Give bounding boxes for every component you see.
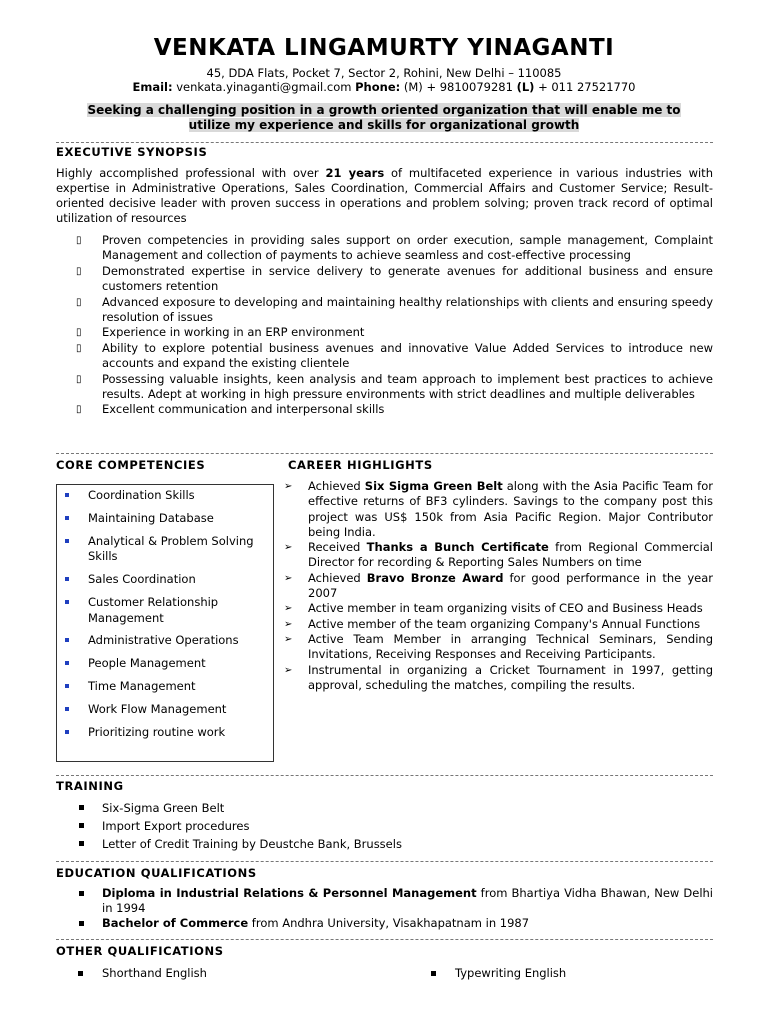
degree-name: Diploma in Industrial Relations & Personnel Management bbox=[102, 886, 477, 900]
competency-text: Maintaining Database bbox=[88, 510, 214, 525]
bullet-icon: ▯ bbox=[76, 404, 82, 416]
square-bullet-icon bbox=[431, 971, 436, 976]
square-bullet-icon bbox=[65, 707, 69, 711]
square-bullet-icon bbox=[65, 730, 69, 734]
competency-text: Time Management bbox=[88, 679, 196, 694]
training-item bbox=[56, 817, 402, 835]
square-bullet-icon bbox=[79, 841, 84, 846]
career-highlights-list bbox=[284, 479, 713, 693]
arrow-bullet-icon: ➢ bbox=[284, 603, 293, 615]
training-text: Letter of Credit Training by Deustche Bank, Brussels bbox=[102, 837, 402, 851]
highlight-text: Received bbox=[308, 540, 367, 555]
highlight-text-end: along with the Asia Pacific Team for effective returns of BF3 cylinders. Savings to the company post this project was US$ 150k from Asia Pacific Region. Major Contributor being India. bbox=[308, 479, 713, 539]
synopsis-bullet-item bbox=[56, 295, 713, 326]
other-qualification-item bbox=[102, 966, 207, 980]
competency-item bbox=[60, 679, 270, 695]
highlight-text: Active member in team organizing visits of CEO and Business Heads bbox=[308, 601, 703, 616]
bullet-icon: ▯ bbox=[76, 235, 82, 246]
synopsis-bullet-item bbox=[56, 372, 713, 403]
square-bullet-icon bbox=[65, 577, 69, 581]
training-item bbox=[56, 835, 402, 853]
education-item bbox=[56, 886, 713, 916]
square-bullet-icon bbox=[65, 516, 69, 520]
square-bullet-icon bbox=[65, 539, 69, 543]
arrow-bullet-icon: ➢ bbox=[284, 481, 293, 492]
competency-text: Sales Coordination bbox=[88, 572, 196, 587]
competency-text: People Management bbox=[88, 656, 206, 671]
synopsis-bullet-text: Advanced exposure to developing and maintaining healthy relationships with clients and ensuring speedy resolution of issues bbox=[102, 294, 713, 325]
competency-item bbox=[60, 595, 270, 626]
bullet-icon: ▯ bbox=[76, 342, 82, 354]
contact-line bbox=[0, 80, 768, 94]
bullet-icon: ▯ bbox=[76, 265, 82, 277]
candidate-name: VENKATA LINGAMURTY YINAGANTI bbox=[153, 35, 615, 61]
email-label: Email: bbox=[132, 80, 173, 94]
divider bbox=[56, 939, 713, 940]
synopsis-bullet-text: Possessing valuable insights, keen analysis and team approach to implement best practices to achieve results. Adept at working in high pressure environments with strict deadlines and multiple deliverables bbox=[102, 371, 713, 402]
institution-text: from Andhra University, Visakhapatnam in 1987 bbox=[248, 916, 530, 930]
synopsis-bullet-text: Demonstrated expertise in service delivery to generate avenues for additional business and ensure customers retention bbox=[102, 263, 713, 294]
career-highlight-item bbox=[284, 571, 713, 602]
synopsis-bullet-item bbox=[56, 402, 713, 417]
highlight-text: Active Team Member in arranging Technical Seminars, Sending Invitations, Receiving Responses and Receiving Participants. bbox=[308, 631, 713, 662]
highlight-text-end: for good performance in the year 2007 bbox=[308, 570, 713, 601]
divider bbox=[56, 142, 713, 143]
competency-text: Work Flow Management bbox=[88, 702, 227, 717]
competency-item bbox=[60, 511, 270, 527]
career-highlight-item bbox=[284, 632, 713, 663]
competency-text: Analytical & Problem Solving Skills bbox=[88, 533, 254, 564]
education-list bbox=[56, 886, 713, 931]
synopsis-intro-end: of multifaceted experience in various industries with expertise in Administrative Operations, Sales Coordination, Commercial Affairs and Customer Service; Result-oriented decisive leader with proven success in operations and problem solving; proven track record of optimal utilization of resources bbox=[56, 166, 713, 225]
synopsis-bullet-text: Experience in working in an ERP environment bbox=[102, 325, 365, 340]
highlight-text: Achieved bbox=[308, 570, 367, 585]
synopsis-bullet-item bbox=[56, 325, 713, 340]
highlight-text-end: from Regional Commercial Director for recording & Reporting Sales Numbers on time bbox=[308, 540, 713, 570]
competency-item bbox=[60, 633, 270, 649]
degree-name: Bachelor of Commerce bbox=[102, 916, 249, 930]
other-qualification-item bbox=[455, 966, 566, 980]
competency-item bbox=[60, 534, 270, 565]
competencies-list bbox=[60, 488, 270, 748]
bullet-icon: ▯ bbox=[76, 373, 82, 385]
objective-text: Seeking a challenging position in a growth oriented organization that will enable me to utilize my experience and skills for organizational growth bbox=[87, 103, 681, 132]
landline-number: + 011 27521770 bbox=[538, 80, 636, 94]
highlight-bold: Thanks a Bunch Certificate bbox=[366, 540, 549, 555]
synopsis-bullet-text: Ability to explore potential business avenues and innovative Value Added Services to introduce new accounts and expand the existing clientele bbox=[102, 340, 713, 371]
competency-item bbox=[60, 488, 270, 504]
bullet-icon: ▯ bbox=[76, 327, 82, 339]
competency-item bbox=[60, 572, 270, 588]
career-highlight-item bbox=[284, 479, 713, 540]
section-title-training: TRAINING bbox=[56, 779, 124, 793]
other-qualification-text: Typewriting English bbox=[455, 966, 567, 980]
square-bullet-icon bbox=[65, 661, 69, 665]
training-text: Import Export procedures bbox=[102, 819, 250, 833]
synopsis-bullet-item bbox=[56, 233, 713, 264]
synopsis-bullet-item bbox=[56, 341, 713, 372]
square-bullet-icon bbox=[65, 684, 69, 688]
training-text: Six-Sigma Green Belt bbox=[102, 801, 225, 815]
phone-label: Phone: bbox=[355, 80, 401, 94]
square-bullet-icon bbox=[79, 921, 84, 926]
career-highlight-item bbox=[284, 617, 713, 632]
competency-text: Prioritizing routine work bbox=[88, 725, 226, 740]
synopsis-bullet-text: Excellent communication and interpersonal skills bbox=[102, 402, 385, 417]
highlight-bold: Six Sigma Green Belt bbox=[364, 479, 503, 493]
arrow-bullet-icon: ➢ bbox=[284, 618, 293, 630]
email-address[interactable]: venkata.yinaganti@gmail.com bbox=[176, 80, 352, 94]
square-bullet-icon bbox=[79, 805, 84, 810]
arrow-bullet-icon: ➢ bbox=[284, 542, 293, 554]
section-title-core-competencies: CORE COMPETENCIES bbox=[56, 458, 206, 472]
divider bbox=[56, 775, 713, 776]
synopsis-intro bbox=[56, 166, 713, 226]
bullet-icon: ▯ bbox=[76, 296, 82, 308]
training-item bbox=[56, 799, 402, 817]
arrow-bullet-icon: ➢ bbox=[284, 664, 293, 676]
other-qualification-text: Shorthand English bbox=[102, 966, 207, 980]
competency-item bbox=[60, 725, 270, 741]
section-title-synopsis: EXECUTIVE SYNOPSIS bbox=[56, 145, 208, 159]
training-list bbox=[56, 799, 402, 853]
mobile-number: (M) + 9810079281 bbox=[403, 80, 513, 94]
square-bullet-icon bbox=[79, 823, 84, 828]
address: 45, DDA Flats, Pocket 7, Sector 2, Rohini, New Delhi – 110085 bbox=[206, 66, 562, 80]
section-title-career-highlights: CAREER HIGHLIGHTS bbox=[288, 458, 433, 472]
highlight-bold: Bravo Bronze Award bbox=[366, 570, 504, 585]
highlight-text: Achieved bbox=[308, 479, 365, 493]
career-highlight-item bbox=[284, 663, 713, 694]
highlight-text: Active member of the team organizing Company's Annual Functions bbox=[308, 616, 701, 631]
competency-item bbox=[60, 702, 270, 718]
institution-text: from Bhartiya Vidha Bhawan, New Delhi in 1994 bbox=[102, 886, 714, 915]
synopsis-bullet-item bbox=[56, 264, 713, 295]
highlight-text: Instrumental in organizing a Cricket Tournament in 1997, getting approval, scheduling the matches, compiling the results. bbox=[308, 662, 713, 692]
career-objective bbox=[66, 103, 702, 133]
career-highlight-item bbox=[284, 601, 713, 616]
years-highlight: 21 years bbox=[325, 166, 385, 180]
career-highlight-item bbox=[284, 540, 713, 571]
square-bullet-icon bbox=[65, 493, 69, 497]
divider bbox=[56, 453, 713, 454]
square-bullet-icon bbox=[79, 891, 84, 896]
landline-label: (L) bbox=[516, 80, 535, 94]
synopsis-bullets bbox=[56, 233, 713, 418]
synopsis-bullet-text: Proven competencies in providing sales support on order execution, sample management, Complaint Management and collection of payments to achieve seamless and cost-effective processing bbox=[102, 233, 713, 263]
competency-text: Coordination Skills bbox=[88, 488, 195, 502]
square-bullet-icon bbox=[65, 600, 69, 604]
section-title-other-qualifications: OTHER QUALIFICATIONS bbox=[56, 944, 224, 958]
square-bullet-icon bbox=[78, 971, 83, 976]
competency-text: Administrative Operations bbox=[88, 633, 239, 648]
competency-text: Customer Relationship Management bbox=[88, 595, 219, 625]
arrow-bullet-icon: ➢ bbox=[284, 572, 293, 584]
divider bbox=[56, 861, 713, 862]
competency-item bbox=[60, 656, 270, 672]
section-title-education: EDUCATION QUALIFICATIONS bbox=[56, 866, 257, 880]
synopsis-intro-start: Highly accomplished professional with over bbox=[56, 166, 326, 180]
education-item bbox=[56, 916, 713, 931]
square-bullet-icon bbox=[65, 638, 69, 642]
arrow-bullet-icon: ➢ bbox=[284, 633, 293, 645]
